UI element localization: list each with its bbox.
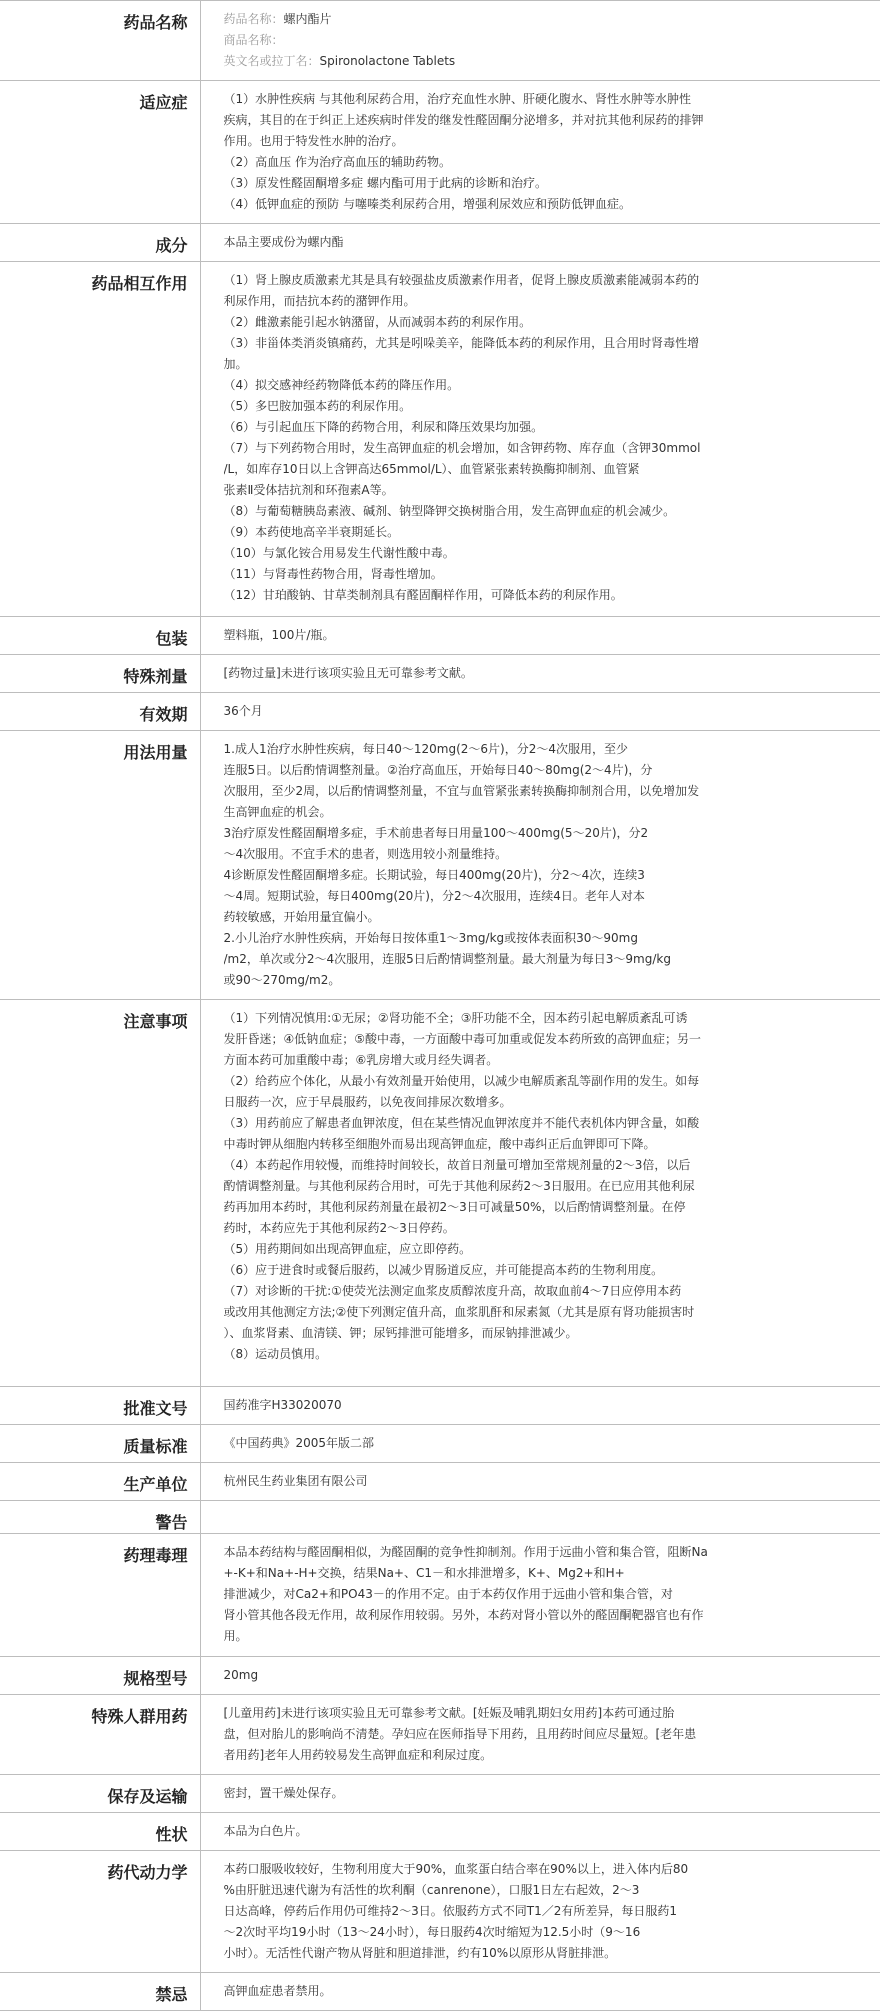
text-line: 密封，置干燥处保存。 [223, 1786, 344, 1800]
text-line: （1）肾上腺皮质激素尤其是具有较强盐皮质激素作用者，促肾上腺皮质激素能减弱本药的 [223, 273, 700, 287]
text-line: +-K+和Na+-H+交换，结果Na+、C1－和水排泄增多，K+、Mg2+和H+ [223, 1566, 625, 1580]
row-value-packaging [200, 617, 880, 655]
text-line: 3治疗原发性醛固酮增多症，手术前患者每日用量100～400mg(5～20片)，分2 [223, 826, 649, 840]
field-label: 英文名或拉丁名： [223, 54, 320, 68]
row-value-appearance [200, 1813, 880, 1851]
row-dosage [0, 731, 880, 1000]
row-value-warning [200, 1501, 880, 1534]
text-line: （4）本药起作用较慢，而维持时间较长，故首日剂量可增加至常规剂量的2～3倍，以后 [223, 1158, 691, 1172]
text-line: 发肝昏迷；④低钠血症；⑤酸中毒，一方面酸中毒可加重或促发本药所致的高钾血症；另一 [223, 1032, 702, 1046]
text-line: 用。 [223, 1629, 248, 1643]
field-label: 药品名称： [223, 12, 284, 26]
text-line: ～4次服用。不宜手术的患者，则选用较小剂量维持。 [223, 847, 508, 861]
row-indications [0, 81, 880, 224]
spec-table-body [0, 1, 880, 2011]
text-line: （3）原发性醛固酮增多症 螺内酯可用于此病的诊断和治疗。 [223, 176, 547, 190]
text-line: 药时，本药应先于其他利尿药2～3日停药。 [223, 1221, 455, 1235]
row-value-dosage [200, 731, 880, 1000]
field-value: 螺内酯片 [283, 12, 332, 26]
text-line: （5）多巴胺加强本药的利尿作用。 [223, 399, 412, 413]
row-label-pharmacology: 药理毒理 [0, 1534, 200, 1657]
row-approval-number [0, 1387, 880, 1425]
row-pharmacokinetics [0, 1851, 880, 1973]
field-label: 商品名称： [223, 33, 284, 47]
row-value-precautions [200, 1000, 880, 1387]
text-line: （6）应于进食时或餐后服药，以减少胃肠道反应，并可能提高本药的生物利用度。 [223, 1263, 664, 1277]
row-interactions [0, 262, 880, 617]
field-value: Spironolactone Tablets [319, 54, 456, 68]
text-line: %由肝脏迅速代谢为有活性的坎利酮（canrenone），口服1日左右起效，2～3 [223, 1883, 640, 1897]
row-value-specification [200, 1657, 880, 1695]
text-line [224, 51, 853, 72]
row-value-pharmacokinetics [200, 1851, 880, 1973]
text-line: 加。 [223, 357, 248, 371]
text-line: 酌情调整剂量。与其他利尿药合用时，可先于其他利尿药2～3日服用。在已应用其他利尿 [223, 1179, 695, 1193]
row-label-shelf-life: 有效期 [0, 693, 200, 731]
text-line: 36个月 [223, 704, 263, 718]
row-quality-standard [0, 1425, 880, 1463]
text-line: 张素Ⅱ受体拮抗剂和环孢素A等。 [223, 483, 394, 497]
row-value-shelf-life [200, 693, 880, 731]
text-line: （6）与引起血压下降的药物合用，利尿和降压效果均加强。 [223, 420, 544, 434]
text-line: 小时）。无活性代谢产物从肾脏和胆道排泄，约有10%以原形从肾脏排泄。 [223, 1946, 617, 1960]
row-label-drug-name: 药品名称 [0, 1, 200, 81]
text-line: 塑料瓶，100片/瓶。 [223, 628, 335, 642]
text-line: （2）雌激素能引起水钠潴留，从而减弱本药的利尿作用。 [223, 315, 532, 329]
text-line: [药物过量]未进行该项实验且无可靠参考文献。 [223, 666, 473, 680]
text-line: 高钾血症患者禁用。 [223, 1984, 332, 1998]
text-line: （8）运动员慎用。 [223, 1347, 328, 1361]
row-label-special-populations: 特殊人群用药 [0, 1695, 200, 1775]
row-label-warning: 警告 [0, 1501, 200, 1534]
row-appearance [0, 1813, 880, 1851]
row-label-dosage: 用法用量 [0, 731, 200, 1000]
row-value-special-populations [200, 1695, 880, 1775]
text-line: 肾小管其他各段无作用，故利尿作用较弱。另外，本药对肾小管以外的醛固酮靶器官也有作 [223, 1608, 704, 1622]
row-special-populations [0, 1695, 880, 1775]
text-line: /L，如库存10日以上含钾高达65mmol/L）、血管紧张素转换酶抑制剂、血管紧 [223, 462, 640, 476]
row-overdose [0, 655, 880, 693]
text-line: 连服5日。以后酌情调整剂量。②治疗高血压，开始每日40～80mg(2～4片)，分 [223, 763, 653, 777]
text-line: （9）本药使地高辛半衰期延长。 [223, 525, 400, 539]
row-label-appearance: 性状 [0, 1813, 200, 1851]
text-line: 《中国药典》2005年版二部 [223, 1436, 375, 1450]
row-storage [0, 1775, 880, 1813]
text-line: （7）对诊断的干扰:①使荧光法测定血浆皮质醇浓度升高，故取血前4～7日应停用本药 [223, 1284, 682, 1298]
text-line: （2）高血压 作为治疗高血压的辅助药物。 [223, 155, 451, 169]
row-pharmacology [0, 1534, 880, 1657]
row-label-indications: 适应症 [0, 81, 200, 224]
text-line: 排泄减少，对Ca2+和PO43－的作用不定。由于本药仅作用于远曲小管和集合管，对 [223, 1587, 673, 1601]
text-line: [儿童用药]未进行该项实验且无可靠参考文献。[妊娠及哺乳期妇女用药]本药可通过胎 [223, 1706, 675, 1720]
text-line: （3）用药前应了解患者血钾浓度，但在某些情况血钾浓度并不能代表机体内钾含量，如酸 [223, 1116, 700, 1130]
text-line: 中毒时钾从细胞内转移至细胞外而易出现高钾血症，酸中毒纠正后血钾即可下降。 [223, 1137, 656, 1151]
text-line: 20mg [223, 1668, 259, 1682]
row-value-overdose [200, 655, 880, 693]
text-line: （4）拟交感神经药物降低本药的降压作用。 [223, 378, 460, 392]
row-label-pharmacokinetics: 药代动力学 [0, 1851, 200, 1973]
text-line: 盘，但对胎儿的影响尚不清楚。孕妇应在医师指导下用药，且用药时间应尽量短。[老年患 [223, 1727, 697, 1741]
text-line: /m2，单次或分2～4次服用，连服5日后酌情调整剂量。最大剂量为每日3～9mg/kg [223, 952, 671, 966]
row-label-manufacturer: 生产单位 [0, 1463, 200, 1501]
row-value-indications [200, 81, 880, 224]
row-label-quality-standard: 质量标准 [0, 1425, 200, 1463]
text-line: ～4周。短期试验，每日400mg(20片)，分2～4次服用，连续4日。老年人对本 [223, 889, 645, 903]
text-line: 方面本药可加重酸中毒；⑥乳房增大或月经失调者。 [223, 1053, 499, 1067]
text-line: （1）下列情况慎用:①无尿；②肾功能不全；③肝功能不全，因本药引起电解质紊乱可诱 [223, 1011, 688, 1025]
text-line: 作用。也用于特发性水肿的治疗。 [223, 134, 404, 148]
text-line: 本品本药结构与醛固酮相似，为醛固酮的竞争性抑制剂。作用于远曲小管和集合管，阻断Na [223, 1545, 708, 1559]
text-line: 药较敏感，开始用量宜偏小。 [223, 910, 380, 924]
row-composition [0, 224, 880, 262]
text-line: （10）与氯化铵合用易发生代谢性酸中毒。 [223, 546, 455, 560]
row-label-overdose: 特殊剂量 [0, 655, 200, 693]
text-line: （4）低钾血症的预防 与噻嗪类利尿药合用，增强利尿效应和预防低钾血症。 [223, 197, 631, 211]
row-precautions [0, 1000, 880, 1387]
row-label-contraindications: 禁忌 [0, 1973, 200, 2011]
row-value-interactions [200, 262, 880, 617]
text-line: 药再加用本药时，其他利尿药剂量在最初2～3日可减量50%，以后酌情调整剂量。在停 [223, 1200, 686, 1214]
row-value-contraindications [200, 1973, 880, 2011]
text-line: （3）非甾体类消炎镇痛药，尤其是吲哚美辛，能降低本药的利尿作用，且合用时肾毒性增 [223, 336, 700, 350]
text-line: （8）与葡萄糖胰岛素液、碱剂、钠型降钾交换树脂合用，发生高钾血症的机会减少。 [223, 504, 676, 518]
text-line: 生高钾血症的机会。 [223, 805, 332, 819]
text-line: 本药口服吸收较好，生物利用度大于90%，血浆蛋白结合率在90%以上，进入体内后80 [223, 1862, 689, 1876]
row-label-specification: 规格型号 [0, 1657, 200, 1695]
text-line: 日服药一次，应于早晨服药，以免夜间排尿次数增多。 [223, 1095, 512, 1109]
text-line [224, 9, 853, 30]
row-contraindications [0, 1973, 880, 2011]
text-line: 1.成人1治疗水肿性疾病，每日40～120mg(2～6片)，分2～4次服用，至少 [223, 742, 628, 756]
row-label-composition: 成分 [0, 224, 200, 262]
text-line: 本品为白色片。 [223, 1824, 308, 1838]
text-line: 4诊断原发性醛固酮增多症。长期试验，每日400mg(20片)，分2～4次，连续3 [223, 868, 645, 882]
row-value-pharmacology [200, 1534, 880, 1657]
row-label-approval-number: 批准文号 [0, 1387, 200, 1425]
text-line: （5）用药期间如出现高钾血症，应立即停药。 [223, 1242, 472, 1256]
text-line: 或改用其他测定方法;②使下列测定值升高，血浆肌酐和尿素氮（尤其是原有肾功能损害时 [223, 1305, 695, 1319]
text-line: ）、血浆肾素、血清镁、钾；尿钙排泄可能增多，而尿钠排泄减少。 [223, 1326, 578, 1340]
text-line: （1）水肿性疾病 与其他利尿药合用，治疗充血性水肿、肝硬化腹水、肾性水肿等水肿性 [223, 92, 691, 106]
text-line: （7）与下列药物合用时，发生高钾血症的机会增加，如含钾药物、库存血（含钾30mmol [223, 441, 701, 455]
text-line: 疾病，其目的在于纠正上述疾病时伴发的继发性醛固酮分泌增多，并对抗其他利尿药的排钾 [223, 113, 704, 127]
row-label-storage: 保存及运输 [0, 1775, 200, 1813]
text-line: 或90～270mg/m2。 [223, 973, 341, 987]
row-warning [0, 1501, 880, 1534]
text-line: 国药准字H33020070 [223, 1398, 342, 1412]
text-line: ～2次时平均19小时（13～24小时），每日服药4次时缩短为12.5小时（9～16 [223, 1925, 641, 1939]
row-value-composition [200, 224, 880, 262]
text-line: 次服用，至少2周，以后酌情调整剂量，不宜与血管紧张素转换酶抑制剂合用，以免增加发 [223, 784, 700, 798]
row-value-manufacturer [200, 1463, 880, 1501]
row-label-precautions: 注意事项 [0, 1000, 200, 1387]
text-line: 日达高峰，停药后作用仍可维持2～3日。依服药方式不同T1／2有所差异，每日服药1 [223, 1904, 678, 1918]
row-value-drug-name [200, 1, 880, 81]
row-value-quality-standard [200, 1425, 880, 1463]
text-line: 利尿作用，而拮抗本药的潴钾作用。 [223, 294, 416, 308]
row-value-storage [200, 1775, 880, 1813]
row-value-approval-number [200, 1387, 880, 1425]
row-drug-name [0, 1, 880, 81]
text-line: 本品主要成份为螺内酯 [223, 235, 344, 249]
text-line [224, 30, 853, 51]
row-specification [0, 1657, 880, 1695]
row-label-packaging: 包装 [0, 617, 200, 655]
text-line: （12）甘珀酸钠、甘草类制剂具有醛固酮样作用，可降低本药的利尿作用。 [223, 588, 623, 602]
text-line: 杭州民生药业集团有限公司 [223, 1474, 368, 1488]
row-label-interactions: 药品相互作用 [0, 262, 200, 617]
row-manufacturer [0, 1463, 880, 1501]
row-packaging [0, 617, 880, 655]
text-line: （2）给药应个体化，从最小有效剂量开始使用，以减少电解质紊乱等副作用的发生。如每 [223, 1074, 700, 1088]
text-line: 者用药]老年人用药较易发生高钾血症和利尿过度。 [223, 1748, 493, 1762]
text-line: 2.小儿治疗水肿性疾病，开始每日按体重1～3mg/kg或按体表面积30～90mg [223, 931, 638, 945]
row-shelf-life [0, 693, 880, 731]
text-line: （11）与肾毒性药物合用，肾毒性增加。 [223, 567, 443, 581]
